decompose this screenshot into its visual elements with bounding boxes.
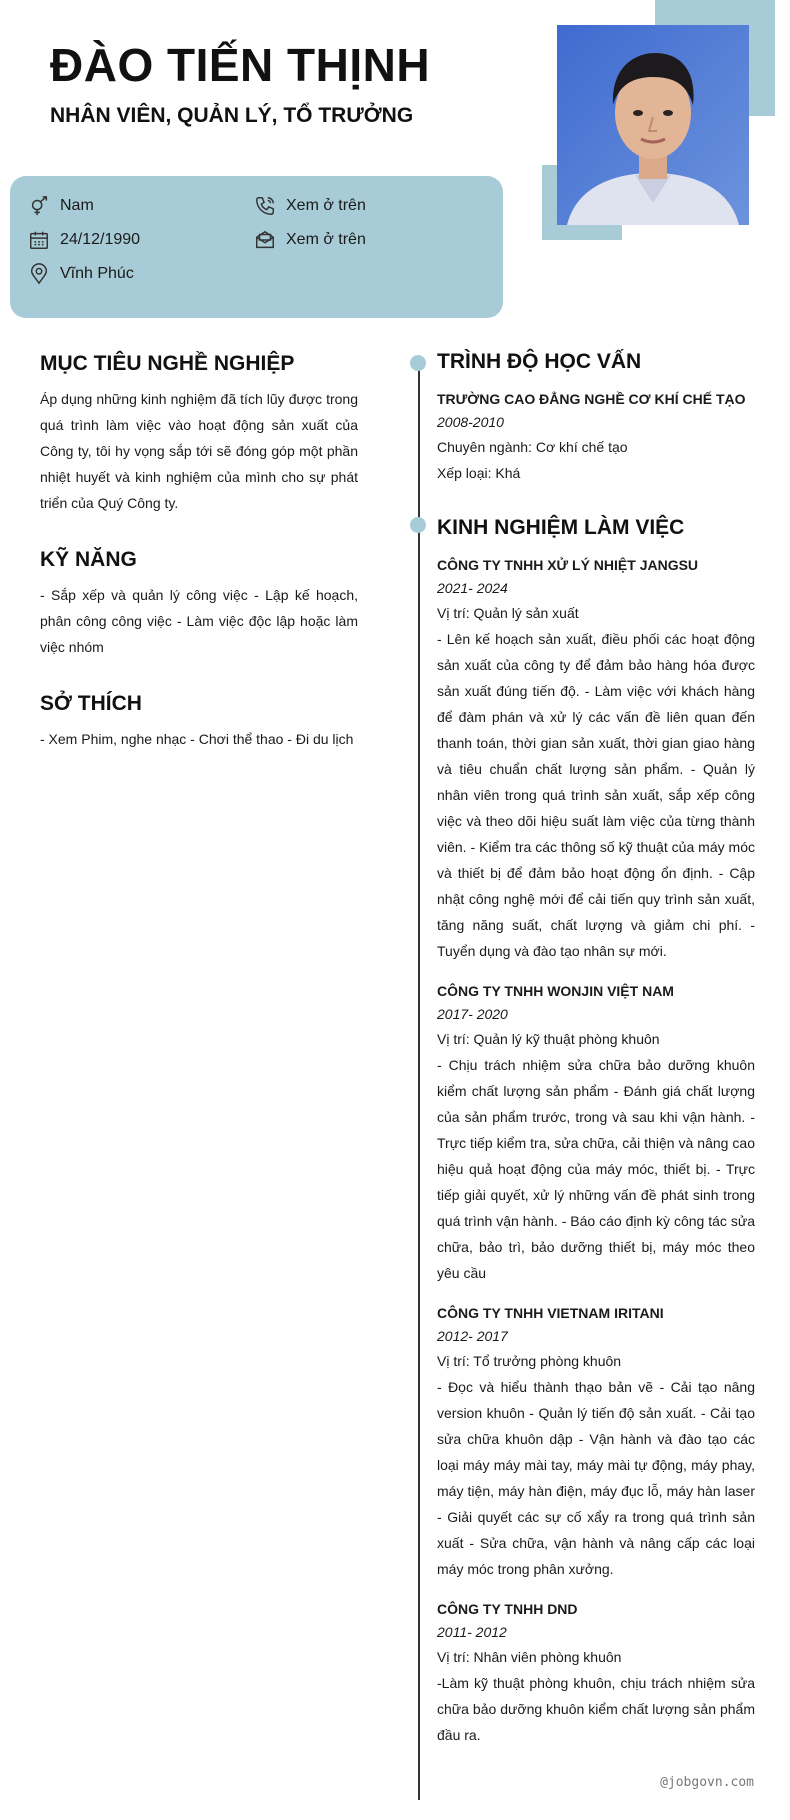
- hobbies-title: SỞ THÍCH: [40, 692, 142, 715]
- experience-description: - Chịu trách nhiệm sửa chữa bảo dưỡng khuôn kiểm chất lượng sản phẩm - Đánh giá chất lượng của sản phẩm trước, trong và sau khi vận hành. - Trực tiếp kiểm tra, sửa chữa, cải thiện và nâng cao hiệu quả hoạt động của máy móc, thiết bị. - Trực tiếp giải quyết, xử lý những vấn đề phát sinh trong quá trình vận hành. - Báo cáo định kỳ công tác sửa chữa, bảo trì, bảo dưỡng thiết bị, máy móc theo yêu cầu: [437, 1057, 755, 1281]
- objective-text: Áp dụng những kinh nghiệm đã tích lũy được trong quá trình làm việc vào hoạt động sản xuất của Công ty, tôi hy vọng sắp tới sẽ đóng góp một phần nhiệt huyết và kinh nghiệm của mình cho sự phát triển của Quý Công ty.: [40, 391, 358, 511]
- location-value: Vĩnh Phúc: [60, 265, 134, 282]
- experience-entry: [437, 1598, 755, 1748]
- phone-value: Xem ở trên: [286, 197, 366, 214]
- experience-period: 2012- 2017: [437, 1328, 508, 1344]
- experience-entry: [437, 980, 755, 1286]
- watermark: @jobgovn.com: [660, 1775, 754, 1790]
- education-major: Chuyên ngành: Cơ khí chế tạo: [437, 439, 628, 455]
- candidate-title: NHÂN VIÊN, QUẢN LÝ, TỔ TRƯỞNG: [50, 104, 414, 127]
- info-location: [28, 263, 134, 285]
- timeline-line: [418, 356, 420, 1800]
- experience-position: Vị trí: Nhân viên phòng khuôn: [437, 1649, 622, 1665]
- skills-text: - Sắp xếp và quản lý công việc - Lập kế hoạch, phân công công việc - Làm việc độc lập hoặc làm việc nhóm: [40, 587, 358, 655]
- experience-description: - Đọc và hiểu thành thạo bản vẽ - Cải tạo nâng version khuôn - Quản lý tiến độ sản xuất. - Cải tạo sửa chữa khuôn dập - Vận hành và đào tạo các loại máy máy mài tay, máy mài tự động, máy phay, máy tiện, máy hàn điện, máy đục lỗ, máy hàn laser - Giải quyết các sự cố xẩy ra trong quá trình sản xuất - Sửa chữa, vận hành và nâng cấp các loại máy móc trong phân xưởng.: [437, 1379, 755, 1577]
- personal-info-box: [10, 176, 503, 318]
- birthday-value: 24/12/1990: [60, 231, 141, 248]
- education-grade: Xếp loại: Khá: [437, 465, 521, 481]
- mail-icon: [254, 229, 276, 251]
- timeline-dot-experience: [410, 517, 426, 533]
- experience-entry: [437, 1302, 755, 1582]
- timeline-dot-education: [410, 355, 426, 371]
- experience-period: 2017- 2020: [437, 1006, 508, 1022]
- right-column: [437, 350, 755, 1764]
- email-value: Xem ở trên: [286, 231, 366, 248]
- left-column: [40, 352, 358, 784]
- info-birthday: [28, 229, 140, 251]
- calendar-icon: [28, 229, 50, 251]
- skills-title: KỸ NĂNG: [40, 548, 137, 571]
- info-email: [254, 229, 366, 251]
- experience-entry: [437, 554, 755, 964]
- candidate-name: ĐÀO TIẾN THỊNH: [50, 39, 431, 91]
- gender-icon: [28, 195, 50, 217]
- experience-title: KINH NGHIỆM LÀM VIỆC: [437, 516, 685, 539]
- experience-position: Vị trí: Tổ trưởng phòng khuôn: [437, 1353, 622, 1369]
- experience-company: CÔNG TY TNHH XỬ LÝ NHIỆT JANGSU: [437, 557, 699, 573]
- experience-position: Vị trí: Quản lý kỹ thuật phòng khuôn: [437, 1031, 660, 1047]
- experience-position: Vị trí: Quản lý sản xuất: [437, 605, 579, 621]
- experience-company: CÔNG TY TNHH WONJIN VIỆT NAM: [437, 983, 674, 999]
- experience-company: CÔNG TY TNHH VIETNAM IRITANI: [437, 1305, 664, 1321]
- education-title: TRÌNH ĐỘ HỌC VẤN: [437, 350, 642, 373]
- experience-period: 2011- 2012: [437, 1624, 507, 1640]
- hobbies-text: - Xem Phim, nghe nhạc - Chơi thể thao - Đi du lịch: [40, 731, 354, 747]
- experience-description: -Làm kỹ thuật phòng khuôn, chịu trách nhiệm sửa chữa bảo dưỡng khuôn kiểm chất lượng sản phẩm đầu ra.: [437, 1675, 755, 1743]
- education-school: TRƯỜNG CAO ĐẲNG NGHỀ CƠ KHÍ CHẾ TẠO: [437, 391, 746, 407]
- experience-period: 2021- 2024: [437, 580, 508, 596]
- gender-value: Nam: [60, 197, 94, 214]
- education-entry: [437, 388, 755, 486]
- experience-company: CÔNG TY TNHH DND: [437, 1601, 578, 1617]
- profile-photo: [557, 25, 749, 225]
- location-icon: [28, 263, 50, 285]
- phone-icon: [254, 195, 276, 217]
- objective-title: MỤC TIÊU NGHỀ NGHIỆP: [40, 352, 295, 375]
- info-gender: [28, 195, 94, 217]
- experience-description: - Lên kế hoạch sản xuất, điều phối các hoạt động sản xuất của công ty để đảm bảo hàng hóa được sản xuất đúng tiến độ. - Làm việc với khách hàng để đàm phán và xử lý các vấn đề liên quan đến thanh toán, thời gian sản xuất, thời gian giao hàng và tiêu chuẩn chất lượng sản phẩm. - Quản lý nhân viên trong quá trình sản xuất, sắp xếp công việc và theo dõi hiệu suất làm việc của từng thành viên. - Kiểm tra các thông số kỹ thuật của máy móc và thiết bị để đảm bảo hoạt động ổn định. - Cập nhật công nghệ mới để cải tiến quy trình sản xuất, tăng năng suất, chất lượng và giảm chi phí. - Tuyển dụng và đào tạo nhân sự mới.: [437, 631, 755, 959]
- education-period: 2008-2010: [437, 414, 504, 430]
- info-phone: [254, 195, 366, 217]
